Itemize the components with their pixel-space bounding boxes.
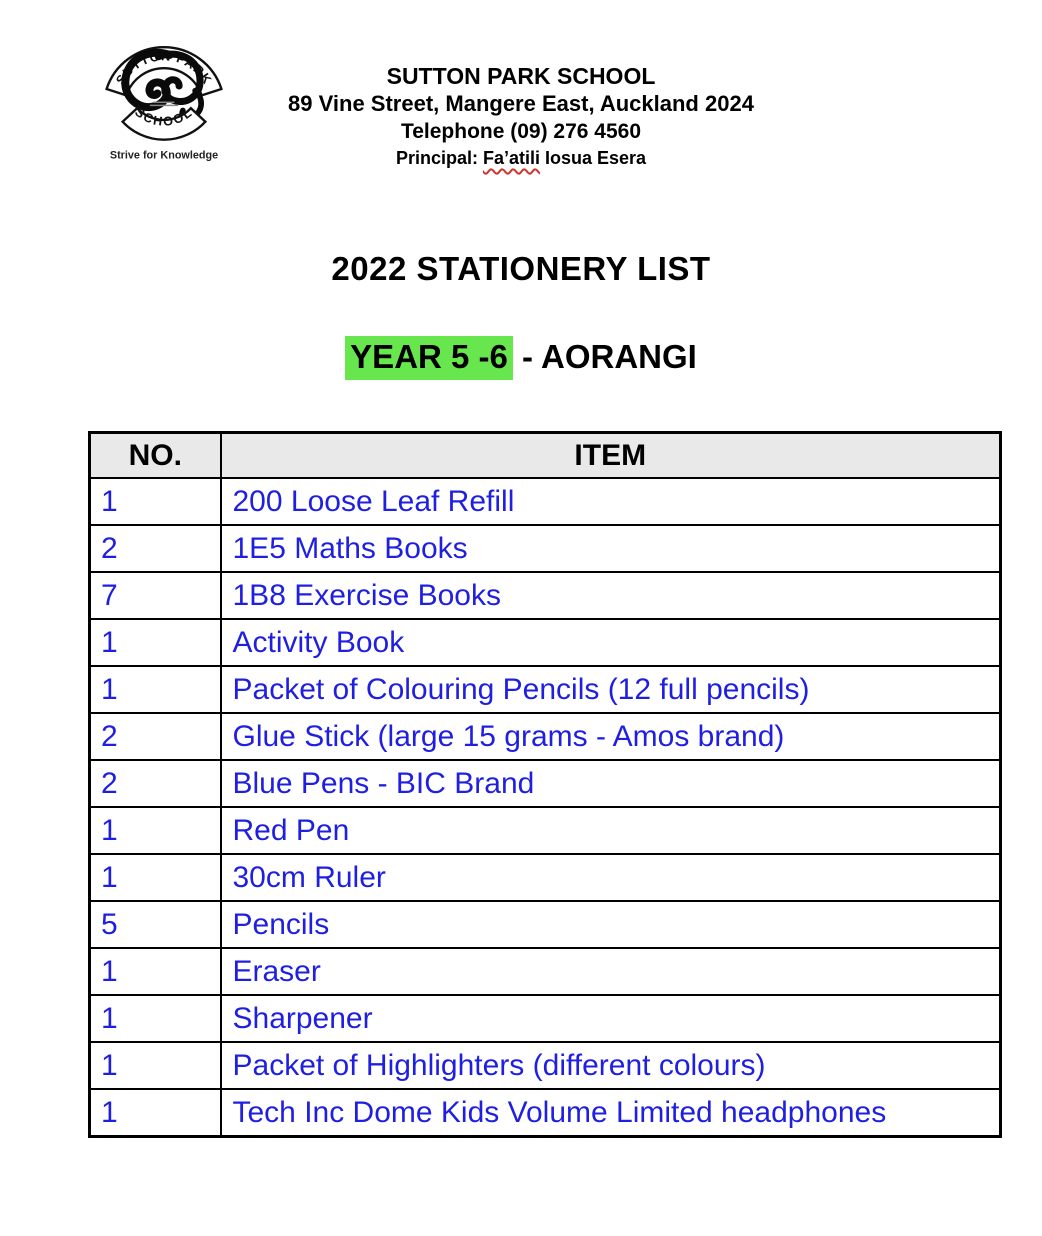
row-quantity: 7 (90, 572, 221, 619)
row-item: Glue Stick (large 15 grams - Amos brand) (221, 713, 1001, 760)
row-item: Sharpener (221, 995, 1001, 1042)
row-quantity: 2 (90, 713, 221, 760)
row-item: Packet of Colouring Pencils (12 full pencils) (221, 666, 1001, 713)
row-quantity: 1 (90, 619, 221, 666)
row-quantity: 2 (90, 525, 221, 572)
table-row (90, 713, 1001, 760)
row-quantity: 1 (90, 1089, 221, 1137)
table-header-row (90, 433, 1001, 479)
table-row (90, 572, 1001, 619)
row-quantity: 2 (90, 760, 221, 807)
school-header (0, 62, 1042, 171)
stationery-table-body (90, 478, 1001, 1137)
row-item: Packet of Highlighters (different colours) (221, 1042, 1001, 1089)
table-row (90, 1089, 1001, 1137)
principal-name-spellchecked: Fa’atili (482, 148, 540, 168)
row-item: Red Pen (221, 807, 1001, 854)
logo-motto: Strive for Knowledge (109, 149, 219, 162)
table-row (90, 1042, 1001, 1089)
row-quantity: 1 (90, 995, 221, 1042)
row-item: 1B8 Exercise Books (221, 572, 1001, 619)
row-item: Blue Pens - BIC Brand (221, 760, 1001, 807)
year-range-highlighted: YEAR 5 -6 (345, 336, 513, 380)
table-row (90, 525, 1001, 572)
table-row (90, 995, 1001, 1042)
row-quantity: 1 (90, 666, 221, 713)
row-quantity: 1 (90, 807, 221, 854)
row-item: 1E5 Maths Books (221, 525, 1001, 572)
class-name: - AORANGI (512, 338, 697, 375)
table-row (90, 619, 1001, 666)
table-row (90, 666, 1001, 713)
table-row (90, 807, 1001, 854)
row-quantity: 1 (90, 478, 221, 525)
row-item: Pencils (221, 901, 1001, 948)
table-row (90, 760, 1001, 807)
row-quantity: 1 (90, 854, 221, 901)
stationery-table (88, 431, 1002, 1138)
row-item: 30cm Ruler (221, 854, 1001, 901)
column-header-item: ITEM (221, 433, 1001, 479)
row-item: Tech Inc Dome Kids Volume Limited headphones (221, 1089, 1001, 1137)
school-telephone: Telephone (09) 276 4560 (400, 120, 642, 143)
row-item: Activity Book (221, 619, 1001, 666)
logo-top-banner-text: SUTTON PARK (112, 48, 216, 88)
table-row (90, 901, 1001, 948)
row-quantity: 1 (90, 948, 221, 995)
logo-bottom-banner-text: SCHOOL (132, 104, 196, 129)
page-title: 2022 STATIONERY LIST (331, 250, 711, 287)
school-address: 89 Vine Street, Mangere East, Auckland 2024 (288, 91, 754, 116)
school-name: SUTTON PARK SCHOOL (386, 63, 656, 89)
year-class-line (0, 336, 1042, 380)
row-item: 200 Loose Leaf Refill (221, 478, 1001, 525)
principal-name-rest: Iosua Esera (539, 148, 647, 168)
row-quantity: 1 (90, 1042, 221, 1089)
row-quantity: 5 (90, 901, 221, 948)
column-header-no: NO. (90, 433, 221, 479)
principal-label: Principal: (395, 148, 483, 168)
row-item: Eraser (221, 948, 1001, 995)
table-row (90, 948, 1001, 995)
school-principal-line (0, 145, 1042, 171)
table-row (90, 854, 1001, 901)
table-row (90, 478, 1001, 525)
